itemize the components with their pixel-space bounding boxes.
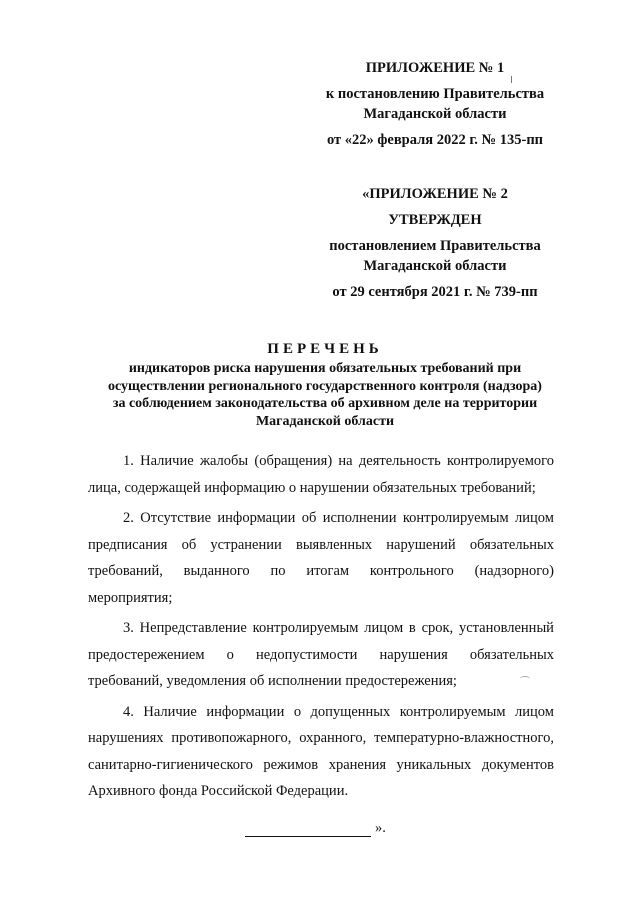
list-item-3 [88,615,554,695]
list-heading [90,338,560,430]
word: обязательных [469,646,554,663]
appendix-2-approved: УТВЕРЖДЕН [388,212,482,228]
word: контролируемым [252,620,359,636]
item-line [88,505,554,532]
word: документов [481,756,554,773]
word: Отсутствие [140,510,212,526]
word: хранения [328,756,387,773]
item-line [88,725,554,752]
subtitle-line: осуществлении регионального государственного контроля (надзора) [108,378,542,394]
appendix-1-line-3: от «22» февраля 2022 г. № 135-пп [326,132,544,148]
word: предписания [88,536,168,553]
item-line: требований, уведомления об исполнении предостережения; [88,673,457,689]
word: Непредставление [139,620,247,636]
subtitle-line: за соблюдением законодательства об архивном деле на территории [112,396,538,411]
word: (надзорного) [474,563,554,579]
word: контролируемого [447,453,554,469]
appendix-1-header [320,58,550,150]
word: 4. [123,703,134,720]
word: деятельность [358,453,441,469]
word: контролируемым [399,703,506,720]
word: нарушениях [88,730,164,746]
scan-mark [511,76,512,83]
item-line [88,642,554,669]
word: 2. [123,510,134,526]
word: в [408,620,416,636]
word: информации [206,703,285,720]
word: на [338,453,353,469]
word: о [293,703,302,720]
list-item-2 [88,505,554,611]
word: жалобы [199,453,249,469]
word: итогам [306,563,350,579]
item-line [88,699,554,726]
item-line [88,448,554,475]
word: санитарно-гигиенического [88,756,253,773]
word: об [301,510,317,526]
item-line [88,615,554,642]
word: лицом [364,620,404,636]
list-title: ПЕРЕЧЕНЬ [267,341,383,357]
list-item-1 [88,448,554,501]
word: лицом [515,510,554,526]
word: охранного, [299,730,367,746]
item-line: мероприятия; [88,589,173,606]
word: об [181,536,197,553]
word: уникальных [396,756,472,773]
word: установленный [458,620,554,636]
appendix-1-line-1: к постановлению Правительства [325,86,545,102]
word: контрольного [369,563,454,579]
scan-mark [520,676,530,681]
appendix-2-title: «ПРИЛОЖЕНИЕ № 2 [362,186,508,202]
word: выданного [183,563,250,579]
appendix-2-line-3: от 29 сентября 2021 г. № 739-пп [332,284,538,300]
item-line [88,752,554,779]
word: (обращения) [254,453,333,469]
word: нарушений [386,536,456,553]
word: противопожарного, [171,730,292,746]
word: устранении [210,536,282,553]
word: 1. [123,453,134,469]
word: Наличие [140,453,194,469]
word: допущенных [310,703,391,720]
list-item-4 [88,699,554,805]
word: о [226,646,234,663]
item-line: Архивного фонда Российской Федерации. [88,783,349,799]
word: недопустимости [255,646,358,663]
appendix-2-line-2: Магаданской области [363,258,507,274]
word: режимов [263,756,319,773]
appendix-2-line-1: постановлением Правительства [329,238,541,254]
word: 3. [123,620,134,636]
word: предостережением [88,646,205,663]
item-line [88,532,554,559]
word: по [270,563,286,579]
subtitle-line: Магаданской области [255,413,395,429]
appendix-2-header [320,184,550,302]
item-line: лица, содержащей информацию о нарушении обязательных требований; [88,479,536,496]
item-line [88,558,554,585]
word: обязательных [469,536,554,553]
subtitle-line: индикаторов риска нарушения обязательных требований при [128,361,522,376]
list-body [88,448,554,805]
list-subtitle [90,360,560,430]
word: информации [217,510,296,526]
word: температурно-влажностного, [374,730,554,746]
appendix-1-line-2: Магаданской области [363,106,507,122]
word: выявленных [295,536,373,553]
closing-quote: ». [375,820,386,836]
word: требований, [88,563,163,579]
word: нарушения [379,646,448,663]
word: Наличие [143,703,197,720]
word: исполнении [322,510,397,526]
word: срок, [421,620,454,636]
appendix-1-title: ПРИЛОЖЕНИЕ № 1 [365,60,505,76]
closing-underline [245,822,371,837]
word: контролируемым [402,510,509,526]
closing-mark [245,820,386,837]
word: лицом [515,703,554,720]
